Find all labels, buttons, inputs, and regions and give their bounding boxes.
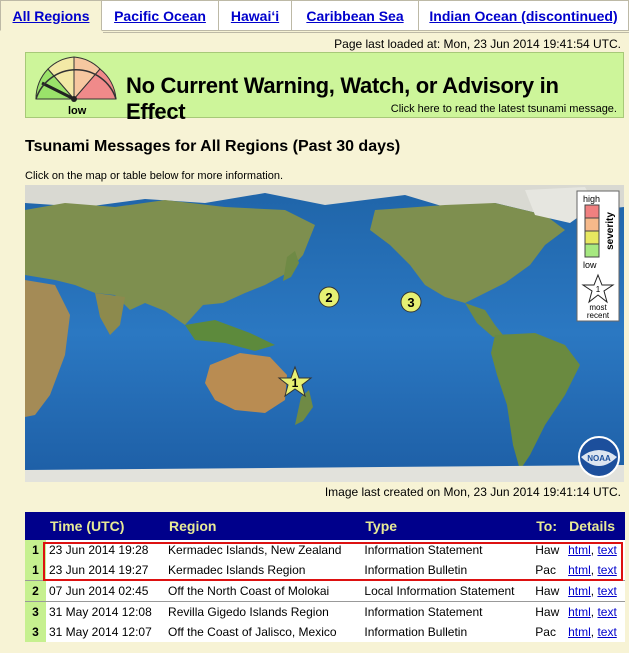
html-link[interactable]: html <box>568 563 591 577</box>
severity-legend <box>577 191 619 321</box>
legend-swatch-minor <box>585 231 599 244</box>
severity-cell: 3 <box>25 602 46 623</box>
html-link[interactable]: html <box>568 605 591 619</box>
text-link[interactable]: text <box>597 605 617 619</box>
tab-indian-ocean[interactable]: Indian Ocean (discontinued) <box>419 0 629 31</box>
header-time: Time (UTC) <box>46 512 165 540</box>
severity-cell: 1 <box>25 560 46 581</box>
tab-divider <box>103 32 629 33</box>
time-cell: 07 Jun 2014 02:45 <box>46 581 165 602</box>
tab-all-regions[interactable]: All Regions <box>0 0 102 31</box>
region-cell: Revilla Gigedo Islands Region <box>165 602 361 623</box>
legend-swatch-low <box>585 244 599 257</box>
html-link[interactable]: html <box>568 625 591 639</box>
svg-text:NOAA: NOAA <box>587 454 611 463</box>
svg-text:recent: recent <box>586 311 610 320</box>
text-link[interactable]: text <box>597 563 617 577</box>
messages-table <box>25 512 625 642</box>
to-cell: Haw <box>532 602 565 623</box>
time-cell: 23 Jun 2014 19:28 <box>46 540 165 560</box>
page-loaded-timestamp: Page last loaded at: Mon, 23 Jun 2014 19:41:54 UTC. <box>334 37 621 51</box>
svg-text:low: low <box>583 260 597 270</box>
header-to: To: <box>532 512 565 540</box>
html-link[interactable]: html <box>568 543 591 557</box>
details-cell: html, text <box>565 622 625 642</box>
table-row[interactable] <box>25 581 625 602</box>
table-row[interactable] <box>25 540 625 560</box>
details-cell: html, text <box>565 581 625 602</box>
tab-caribbean-sea[interactable]: Caribbean Sea <box>292 0 419 31</box>
page-title: Tsunami Messages for All Regions (Past 30 days) <box>25 138 401 155</box>
region-tabs <box>0 0 629 33</box>
region-cell: Kermadec Islands Region <box>165 560 361 581</box>
text-link[interactable]: text <box>597 543 617 557</box>
text-link[interactable]: text <box>597 584 617 598</box>
region-cell: Kermadec Islands, New Zealand <box>165 540 361 560</box>
table-header-row <box>25 512 625 540</box>
severity-cell: 1 <box>25 540 46 560</box>
svg-text:1: 1 <box>595 285 601 294</box>
svg-text:most: most <box>589 303 607 312</box>
type-cell: Information Bulletin <box>361 622 532 642</box>
status-banner[interactable] <box>25 52 624 124</box>
svg-text:2: 2 <box>325 290 333 305</box>
region-cell: Off the Coast of Jalisco, Mexico <box>165 622 361 642</box>
noaa-logo <box>579 437 619 477</box>
time-cell: 31 May 2014 12:08 <box>46 602 165 623</box>
header-severity <box>25 512 46 540</box>
text-link[interactable]: text <box>597 625 617 639</box>
details-cell: html, text <box>565 540 625 560</box>
type-cell: Local Information Statement <box>361 581 532 602</box>
to-cell: Pac <box>532 560 565 581</box>
to-cell: Haw <box>532 581 565 602</box>
banner-link-text[interactable]: Click here to read the latest tsunami message. <box>390 103 617 115</box>
header-type: Type <box>361 512 532 540</box>
time-cell: 23 Jun 2014 19:27 <box>46 560 165 581</box>
type-cell: Information Bulletin <box>361 560 532 581</box>
legend-swatch-high <box>585 205 599 218</box>
gauge-label: low <box>68 105 87 117</box>
header-region: Region <box>165 512 361 540</box>
tab-hawaii[interactable]: Hawai‘i <box>219 0 292 31</box>
svg-text:severity: severity <box>605 212 616 250</box>
table-row[interactable] <box>25 622 625 642</box>
table-row[interactable] <box>25 602 625 623</box>
to-cell: Pac <box>532 622 565 642</box>
header-details: Details <box>565 512 625 540</box>
type-cell: Information Statement <box>361 602 532 623</box>
table-row[interactable] <box>25 560 625 581</box>
severity-cell: 3 <box>25 622 46 642</box>
tsunami-map[interactable] <box>25 185 624 482</box>
html-link[interactable]: html <box>568 584 591 598</box>
map-marker-3[interactable] <box>401 292 421 312</box>
tab-pacific-ocean[interactable]: Pacific Ocean <box>102 0 219 31</box>
details-cell: html, text <box>565 560 625 581</box>
map-marker-2[interactable] <box>319 287 339 307</box>
banner-headline: No Current Warning, Watch, or Advisory in Effect <box>126 73 559 124</box>
svg-text:3: 3 <box>407 295 415 310</box>
time-cell: 31 May 2014 12:07 <box>46 622 165 642</box>
svg-text:high: high <box>583 194 601 204</box>
image-created-timestamp: Image last created on Mon, 23 Jun 2014 19:41:14 UTC. <box>324 485 621 499</box>
region-cell: Off the North Coast of Molokai <box>165 581 361 602</box>
svg-text:1: 1 <box>291 376 299 390</box>
severity-cell: 2 <box>25 581 46 602</box>
legend-swatch-moderate <box>585 218 599 231</box>
details-cell: html, text <box>565 602 625 623</box>
world-map <box>25 185 624 482</box>
to-cell: Haw <box>532 540 565 560</box>
instructions: Click on the map or table below for more information. <box>25 170 284 182</box>
type-cell: Information Statement <box>361 540 532 560</box>
